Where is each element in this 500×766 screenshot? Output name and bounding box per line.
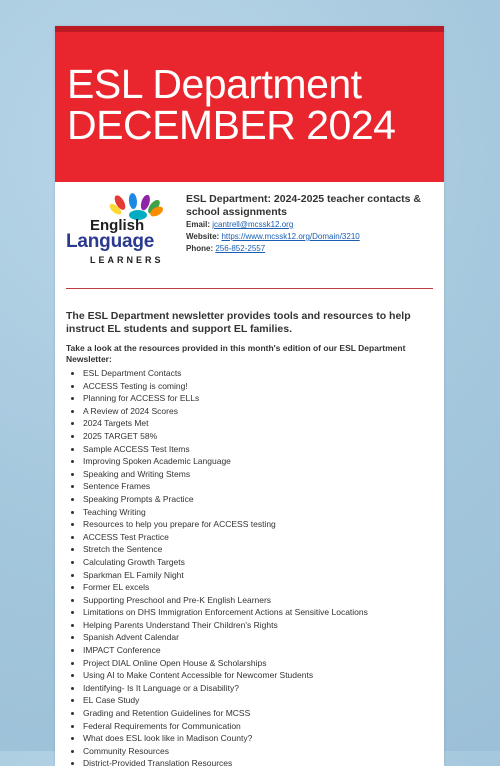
list-item: • Grading and Retention Guidelines for MCSS bbox=[83, 707, 444, 720]
email-link[interactable]: jcantrell@mcssk12.org bbox=[212, 220, 294, 229]
list-item: • Helping Parents Understand Their Children's Rights bbox=[83, 619, 444, 632]
list-item: • 2025 TARGET 58% bbox=[83, 430, 444, 443]
list-item: • Supporting Preschool and Pre-K English Learners bbox=[83, 594, 444, 607]
list-item: • Federal Requirements for Communication bbox=[83, 720, 444, 733]
lead-text: Take a look at the resources provided in this month's edition of our ESL Department Newsletter: bbox=[66, 343, 406, 364]
resource-list bbox=[55, 367, 444, 766]
contact-section bbox=[55, 182, 444, 269]
list-item: • Former EL excels bbox=[83, 581, 444, 594]
website-label: Website: bbox=[186, 232, 220, 241]
list-item: • ESL Department Contacts bbox=[83, 367, 444, 380]
list-item: • Project DIAL Online Open House & Scholarships bbox=[83, 657, 444, 670]
logo-word-language: Language bbox=[66, 231, 155, 252]
list-item: • A Review of 2024 Scores bbox=[83, 405, 444, 418]
list-item: • Speaking Prompts & Practice bbox=[83, 493, 444, 506]
list-item: • Spanish Advent Calendar bbox=[83, 631, 444, 644]
list-item: • Using AI to Make Content Accessible for Newcomer Students bbox=[83, 669, 444, 682]
email-row bbox=[186, 219, 433, 231]
list-item: • Identifying- Is It Language or a Disability? bbox=[83, 682, 444, 695]
list-item: • Resources to help you prepare for ACCESS testing bbox=[83, 518, 444, 531]
contact-details bbox=[186, 193, 433, 269]
phone-row bbox=[186, 243, 433, 255]
website-row bbox=[186, 231, 433, 243]
phone-link[interactable]: 256-852-2557 bbox=[215, 244, 266, 253]
contact-title: ESL Department: 2024-2025 teacher contacts & school assignments bbox=[186, 193, 421, 218]
title-line-1: ESL Department bbox=[67, 61, 362, 107]
english-language-learners-logo bbox=[66, 193, 176, 269]
list-item: • Teaching Writing bbox=[83, 506, 444, 519]
list-item: • Planning for ACCESS for ELLs bbox=[83, 392, 444, 405]
list-item: • What does ESL look like in Madison County? bbox=[83, 732, 444, 745]
logo-word-english: English bbox=[90, 217, 145, 234]
list-item: • Calculating Growth Targets bbox=[83, 556, 444, 569]
list-item: • Sparkman EL Family Night bbox=[83, 569, 444, 582]
newsletter-card bbox=[55, 26, 444, 766]
newsletter-title bbox=[67, 61, 444, 148]
list-item: • Stretch the Sentence bbox=[83, 543, 444, 556]
title-line-2: DECEMBER 2024 bbox=[67, 102, 396, 148]
list-item: • Improving Spoken Academic Language bbox=[83, 455, 444, 468]
list-item: • Sample ACCESS Test Items bbox=[83, 443, 444, 456]
list-item: • District-Provided Translation Resources bbox=[83, 757, 444, 766]
logo-word-learners: LEARNERS bbox=[90, 255, 164, 265]
list-item: • Speaking and Writing Stems bbox=[83, 468, 444, 481]
phone-label: Phone: bbox=[186, 244, 214, 253]
header-banner bbox=[55, 32, 444, 182]
list-item: • EL Case Study bbox=[83, 694, 444, 707]
list-item: • ACCESS Test Practice bbox=[83, 531, 444, 544]
website-link[interactable]: https://www.mcssk12.org/Domain/3210 bbox=[221, 232, 360, 241]
intro-text: The ESL Department newsletter provides tools and resources to help instruct EL students and support EL families. bbox=[66, 310, 411, 335]
list-item: • 2024 Targets Met bbox=[83, 417, 444, 430]
list-item: • ACCESS Testing is coming! bbox=[83, 380, 444, 393]
email-label: Email: bbox=[186, 220, 211, 229]
list-item: • Sentence Frames bbox=[83, 480, 444, 493]
list-item: • Community Resources bbox=[83, 745, 444, 758]
list-item: • IMPACT Conference bbox=[83, 644, 444, 657]
list-item: • Limitations on DHS Immigration Enforcement Actions at Sensitive Locations bbox=[83, 606, 444, 619]
